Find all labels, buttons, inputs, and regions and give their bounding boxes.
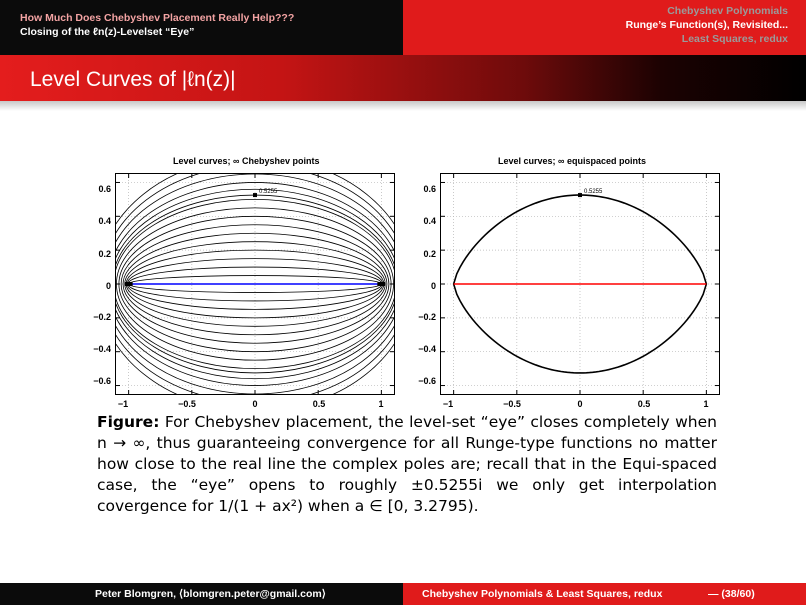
- x-tick-label: 1: [378, 399, 384, 409]
- annotation-label: 0.5255: [259, 189, 278, 196]
- nav-section-least-squares[interactable]: Least Squares, redux: [681, 33, 788, 45]
- x-tick-label: −1: [117, 399, 129, 409]
- plot-title-chebyshev: Level curves; ∞ Chebyshev points: [173, 156, 320, 166]
- chebyshev-level-curves-chart: [116, 174, 394, 394]
- y-tick-label: −0.6: [93, 376, 111, 386]
- figure-caption: [97, 412, 717, 517]
- y-tick-label: 0.6: [98, 184, 111, 194]
- y-tick-label: 0: [430, 281, 436, 291]
- nav-section-chebyshev-polynomials[interactable]: Chebyshev Polynomials: [667, 5, 788, 17]
- x-tick-label: −0.5: [503, 399, 521, 409]
- x-tick-label: 0.5: [637, 399, 651, 409]
- footer-author: Peter Blomgren, ⟨blomgren.peter@gmail.com⟩: [95, 588, 326, 600]
- y-tick-label: −0.4: [93, 344, 111, 354]
- nav-section-runge-functions[interactable]: Runge’s Function(s), Revisited...: [625, 19, 788, 31]
- y-tick-label: −0.2: [93, 312, 111, 322]
- x-tick-label: −0.5: [178, 399, 196, 409]
- caption-text: For Chebyshev placement, the level-set “eye” closes completely when n → ∞, thus guaranteeing convergence for all Runge-type functions no matter how close to the real line the complex poles are; recall that in the Equi-spaced case, the “eye” opens to roughly ±0.5255i we only get interpolation covergence for 1/(1 + ax²) when a ∈ [0, 3.2795).: [97, 413, 717, 515]
- title-shadow: [0, 101, 806, 111]
- equispaced-level-curves-chart: [441, 174, 719, 394]
- plot-area-chebyshev: [115, 173, 395, 395]
- footer-title: Chebyshev Polynomials & Least Squares, redux: [422, 588, 663, 600]
- endpoint-marker: [377, 282, 385, 286]
- y-tick-label: 0.2: [98, 249, 111, 259]
- slide-title: Level Curves of |ℓn(z)|: [30, 68, 236, 91]
- plot-title-equispaced: Level curves; ∞ equispaced points: [498, 156, 646, 166]
- x-tick-label: 1: [703, 399, 709, 409]
- x-tick-label: 0.5: [312, 399, 326, 409]
- nav-subsection-levelset-eye[interactable]: Closing of the ℓn(z)-Levelset “Eye”: [20, 26, 195, 38]
- x-tick-label: −1: [442, 399, 454, 409]
- footer-page-number[interactable]: — (38/60): [708, 588, 755, 600]
- y-tick-label: 0.2: [423, 249, 436, 259]
- annotation-label: 0.5255: [584, 189, 603, 196]
- y-tick-label: 0.4: [98, 216, 111, 226]
- y-tick-label: −0.4: [418, 344, 436, 354]
- endpoint-marker: [125, 282, 133, 286]
- annotation-marker: [253, 193, 257, 197]
- y-tick-label: −0.6: [418, 376, 436, 386]
- y-tick-label: 0.4: [423, 216, 436, 226]
- plot-area-equispaced: [440, 173, 720, 395]
- y-tick-label: 0.6: [423, 184, 436, 194]
- nav-subsection-chebyshev-placement[interactable]: How Much Does Chebyshev Placement Really Help???: [20, 12, 295, 24]
- annotation-marker: [578, 193, 582, 197]
- caption-label: Figure:: [97, 413, 160, 431]
- x-tick-label: 0: [252, 399, 258, 409]
- y-tick-label: 0: [105, 281, 111, 291]
- y-tick-label: −0.2: [418, 312, 436, 322]
- x-tick-label: 0: [577, 399, 583, 409]
